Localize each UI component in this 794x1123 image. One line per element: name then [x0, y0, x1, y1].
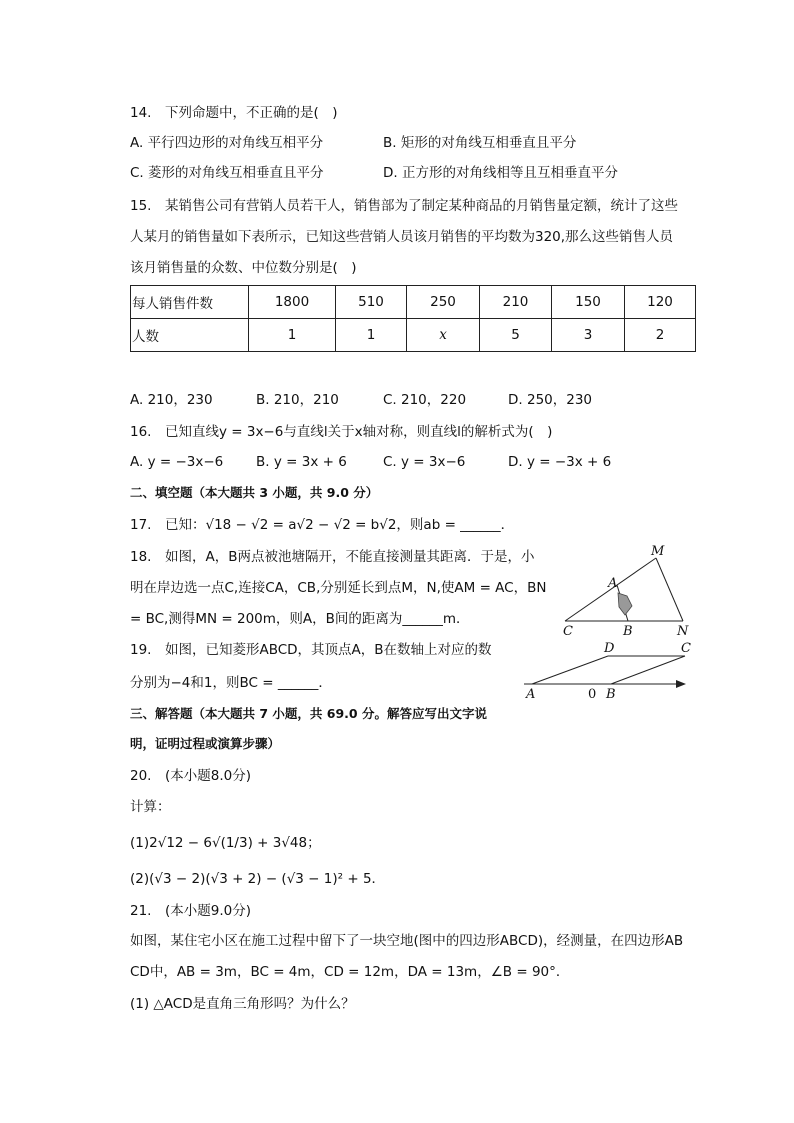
q18-line-1: 18. 如图，A，B两点被池塘隔开，不能直接测量其距离．于是，小 [130, 549, 535, 565]
label-a: A [608, 576, 618, 591]
q15-option-d: D. 250，230 [508, 392, 593, 408]
segment-ad [532, 656, 608, 684]
q21-part-1: (1) △ACD是直角三角形吗？为什么？ [130, 996, 355, 1012]
sales-table [130, 285, 696, 352]
q18-line-3: = BC,测得MN = 200m，则A，B间的距离为______m． [130, 611, 470, 627]
table-cell: 120 [625, 286, 696, 319]
q16-option-a: A. y = −3x−6 [130, 454, 224, 470]
rhombus-number-line-figure [520, 638, 690, 703]
q19-line-1: 19. 如图，已知菱形ABCD，其顶点A，B在数轴上对应的数 [130, 642, 492, 658]
segment-mn [656, 558, 683, 621]
q15-option-a: A. 210，230 [130, 392, 213, 408]
table-cell: 1 [249, 319, 336, 352]
q14-option-d: D. 正方形的对角线相等且互相垂直平分 [383, 165, 618, 181]
arrow-head-icon [676, 680, 686, 688]
label-c: C [563, 624, 573, 639]
table-cell: 150 [552, 286, 625, 319]
q15-line-2: 人某月的销售量如下表所示，已知这些营销人员该月销售的平均数为320,那么这些销售人员 [130, 229, 674, 245]
q16-option-b: B. y = 3x + 6 [256, 454, 347, 470]
q16-option-c: C. y = 3x−6 [383, 454, 466, 470]
q20-stem: 20. (本小题8.0分) [130, 768, 251, 784]
table-row-label: 人数 [131, 319, 249, 352]
pond-shape [618, 593, 632, 615]
section-heading-fill-in: 二、填空题（本大题共 3 小题，共 9.0 分） [130, 485, 379, 500]
table-cell: 510 [336, 286, 407, 319]
q18-line-2: 明在岸边选一点C,连接CA，CB,分别延长到点M，N,使AM = AC，BN [130, 580, 547, 596]
q19-line-2: 分别为−4和1，则BC = ______． [130, 675, 332, 691]
q21-stem: 21. (本小题9.0分) [130, 903, 251, 919]
label-a: A [526, 687, 536, 702]
label-d: D [604, 641, 615, 656]
label-b: B [606, 687, 616, 702]
q14-option-b: B. 矩形的对角线互相垂直且平分 [383, 135, 577, 151]
q16-option-d: D. y = −3x + 6 [508, 454, 612, 470]
q16-stem: 16. 已知直线y = 3x−6与直线l关于x轴对称，则直线l的解析式为( ) [130, 424, 553, 440]
section-heading-solve-line-2: 明，证明过程或演算步骤） [130, 736, 281, 751]
q17-stem: 17. 已知：√18 − √2 = a√2 − √2 = b√2，则ab = ______． [130, 517, 515, 533]
q14-option-c: C. 菱形的对角线互相垂直且平分 [130, 165, 324, 181]
table-cell: 1 [336, 319, 407, 352]
q21-line-1: 如图，某住宅小区在施工过程中留下了一块空地(图中的四边形ABCD)，经测量，在四边形AB [130, 933, 684, 949]
q21-line-2: CD中，AB = 3m，BC = 4m，CD = 12m，DA = 13m，∠B = 90°． [130, 964, 570, 980]
q20-part-2: (2)(√3 − 2)(√3 + 2) − (√3 − 1)² + 5． [130, 871, 386, 887]
segment-bc [611, 656, 685, 684]
pond-triangle-figure [555, 545, 705, 640]
label-n: N [677, 624, 689, 639]
section-heading-solve-line-1: 三、解答题（本大题共 7 小题，共 69.0 分。解答应写出文字说 [130, 706, 487, 721]
table-row [131, 286, 696, 319]
table-cell: 5 [480, 319, 552, 352]
label-b: B [623, 624, 633, 639]
q20-part-1: (1)2√12 − 6√(1/3) + 3√48； [130, 835, 321, 851]
table-cell: x [407, 319, 480, 352]
table-cell: 250 [407, 286, 480, 319]
q15-line-3: 该月销售量的众数、中位数分别是( ) [130, 260, 357, 276]
q14-stem: 14. 下列命题中，不正确的是( ) [130, 105, 338, 121]
q20-intro: 计算： [130, 799, 171, 815]
table-cell: 210 [480, 286, 552, 319]
q15-line-1: 15. 某销售公司有营销人员若干人，销售部为了制定某种商品的月销售量定额，统计了这些 [130, 198, 678, 214]
q14-option-a: A. 平行四边形的对角线互相平分 [130, 135, 324, 151]
label-m: M [651, 544, 665, 559]
q15-option-b: B. 210，210 [256, 392, 339, 408]
table-cell: 2 [625, 319, 696, 352]
label-c: C [681, 641, 691, 656]
table-row-label: 每人销售件数 [131, 286, 249, 319]
table-row [131, 319, 696, 352]
table-cell: 3 [552, 319, 625, 352]
table-cell: 1800 [249, 286, 336, 319]
label-origin: 0 [588, 687, 597, 702]
q15-option-c: C. 210，220 [383, 392, 467, 408]
